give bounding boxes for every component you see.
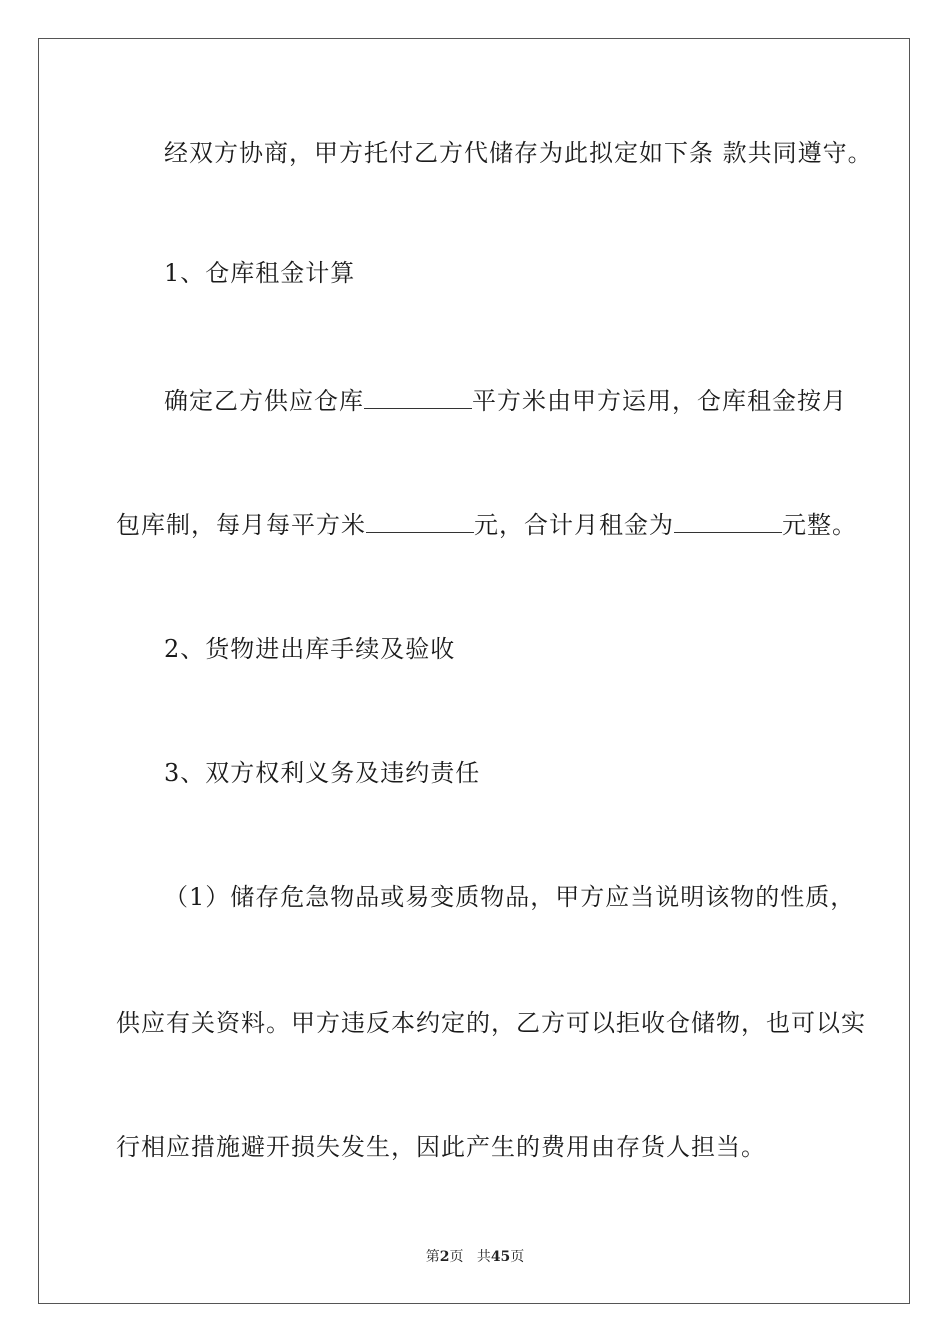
paragraph-text: 元整。 xyxy=(782,511,857,539)
footer-current-page: 2 xyxy=(439,1249,450,1265)
paragraph-clause-1-line-3: 行相应措施避开损失发生，因此产生的费用由存货人担当。 xyxy=(116,1133,766,1161)
paragraph-text: 元，合计月租金为 xyxy=(474,511,674,539)
footer-prefix: 第 xyxy=(425,1249,440,1265)
paragraph-text: 确定乙方供应仓库 xyxy=(164,387,364,415)
fill-blank-unit-price xyxy=(366,510,474,533)
page-footer xyxy=(0,1248,950,1266)
footer-page-unit: 页 xyxy=(449,1249,464,1265)
footer-total-pages: 45 xyxy=(490,1249,511,1265)
section-heading-1: 1、仓库租金计算 xyxy=(164,259,356,287)
page-border xyxy=(38,38,910,1304)
paragraph-rent-line-1 xyxy=(164,386,847,416)
section-heading-3: 3、双方权利义务及违约责任 xyxy=(164,759,481,787)
footer-total-unit: 页 xyxy=(510,1249,525,1265)
paragraph-intro: 经双方协商，甲方托付乙方代储存为此拟定如下条 款共同遵守。 xyxy=(164,139,873,167)
paragraph-text: 包库制，每月每平方米 xyxy=(116,511,366,539)
paragraph-clause-1-line-1: （1）储存危急物品或易变质物品，甲方应当说明该物的性质， xyxy=(164,883,856,911)
footer-total-prefix: 共 xyxy=(476,1249,491,1265)
paragraph-clause-1-line-2: 供应有关资料。甲方违反本约定的，乙方可以拒收仓储物，也可以实 xyxy=(116,1009,866,1037)
fill-blank-monthly-total xyxy=(674,510,782,533)
paragraph-rent-line-2 xyxy=(116,510,857,540)
section-heading-2: 2、货物进出库手续及验收 xyxy=(164,635,456,663)
fill-blank-area xyxy=(364,386,472,409)
paragraph-text: 平方米由甲方运用，仓库租金按月 xyxy=(472,387,847,415)
